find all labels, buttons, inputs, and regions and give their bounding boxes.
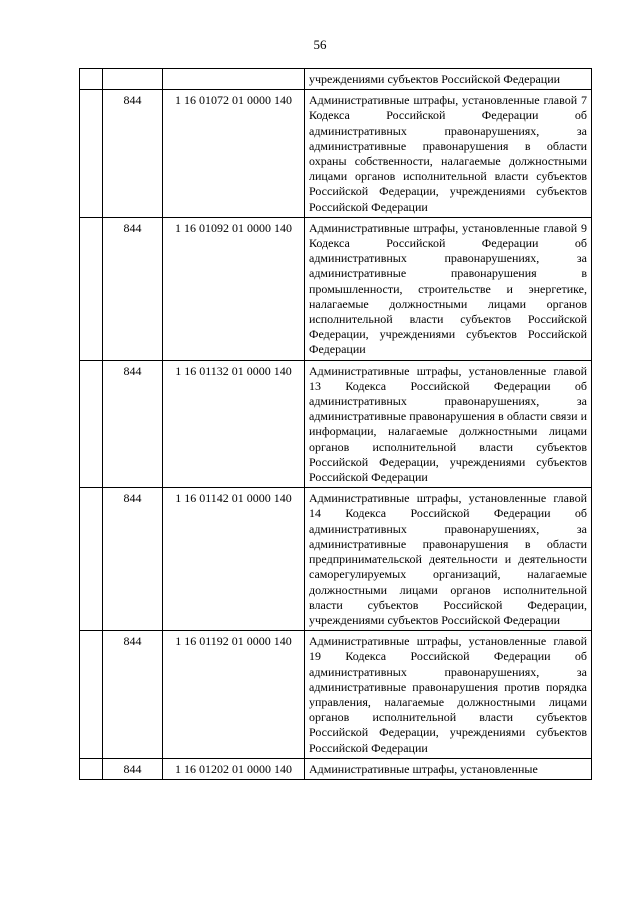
description-cell: Административные штрафы, установленные главой 7 Кодекса Российской Федерации об административных правонарушениях, за административные правонарушения в области охраны собственности, налагаемые должностными лицами органов исполнительной власти субъектов Российской Федерации, учреждениями субъектов Российской Федерации xyxy=(305,90,592,218)
row-number-cell xyxy=(80,90,103,218)
table-row xyxy=(80,217,592,360)
admin-code-cell: 844 xyxy=(103,631,163,759)
kbk-code-cell: 1 16 01092 01 0000 140 xyxy=(163,217,305,360)
row-number-cell xyxy=(80,360,103,488)
table-row xyxy=(80,631,592,759)
admin-code-cell: 844 xyxy=(103,360,163,488)
description-cell: Административные штрафы, установленные главой 19 Кодекса Российской Федерации об административных правонарушениях, за административные правонарушения против порядка управления, налагаемые должностными лицами органов исполнительной власти субъектов Российской Федерации, учреждениями субъектов Российской Федерации xyxy=(305,631,592,759)
kbk-code-cell: 1 16 01142 01 0000 140 xyxy=(163,488,305,631)
description-cell: Административные штрафы, установленные xyxy=(305,758,592,779)
description-cell: Административные штрафы, установленные главой 13 Кодекса Российской Федерации об административных правонарушениях, за административные правонарушения в области связи и информации, налагаемые должностными лицами органов исполнительной власти субъектов Российской Федерации, учреждениями субъектов Российской Федерации xyxy=(305,360,592,488)
kbk-code-cell: 1 16 01202 01 0000 140 xyxy=(163,758,305,779)
description-cell: Административные штрафы, установленные главой 14 Кодекса Российской Федерации об административных правонарушениях, за административные правонарушения в области предпринимательской деятельности и деятельности саморегулируемых организаций, налагаемые должностными лицами органов исполнительной власти субъектов Российской Федерации, учреждениями субъектов Российской Федерации xyxy=(305,488,592,631)
table-row xyxy=(80,69,592,90)
table-row xyxy=(80,758,592,779)
row-number-cell xyxy=(80,217,103,360)
table-row xyxy=(80,488,592,631)
kbk-code-cell: 1 16 01132 01 0000 140 xyxy=(163,360,305,488)
admin-code-cell: 844 xyxy=(103,758,163,779)
row-number-cell xyxy=(80,488,103,631)
kbk-code-cell xyxy=(163,69,305,90)
admin-code-cell: 844 xyxy=(103,90,163,218)
admin-code-cell: 844 xyxy=(103,488,163,631)
description-cell: Административные штрафы, установленные главой 9 Кодекса Российской Федерации об административных правонарушениях, за административные правонарушения в промышленности, строительстве и энергетике, налагаемые должностными лицами органов исполнительной власти субъектов Российской Федерации, учреждениями субъектов Российской Федерации xyxy=(305,217,592,360)
row-number-cell xyxy=(80,69,103,90)
table-row xyxy=(80,360,592,488)
admin-code-cell xyxy=(103,69,163,90)
description-cell: учреждениями субъектов Российской Федерации xyxy=(305,69,592,90)
row-number-cell xyxy=(80,631,103,759)
row-number-cell xyxy=(80,758,103,779)
table-row xyxy=(80,90,592,218)
kbk-code-cell: 1 16 01192 01 0000 140 xyxy=(163,631,305,759)
admin-code-cell: 844 xyxy=(103,217,163,360)
budget-classification-table xyxy=(79,68,592,780)
page-number: 56 xyxy=(313,37,327,52)
kbk-code-cell: 1 16 01072 01 0000 140 xyxy=(163,90,305,218)
